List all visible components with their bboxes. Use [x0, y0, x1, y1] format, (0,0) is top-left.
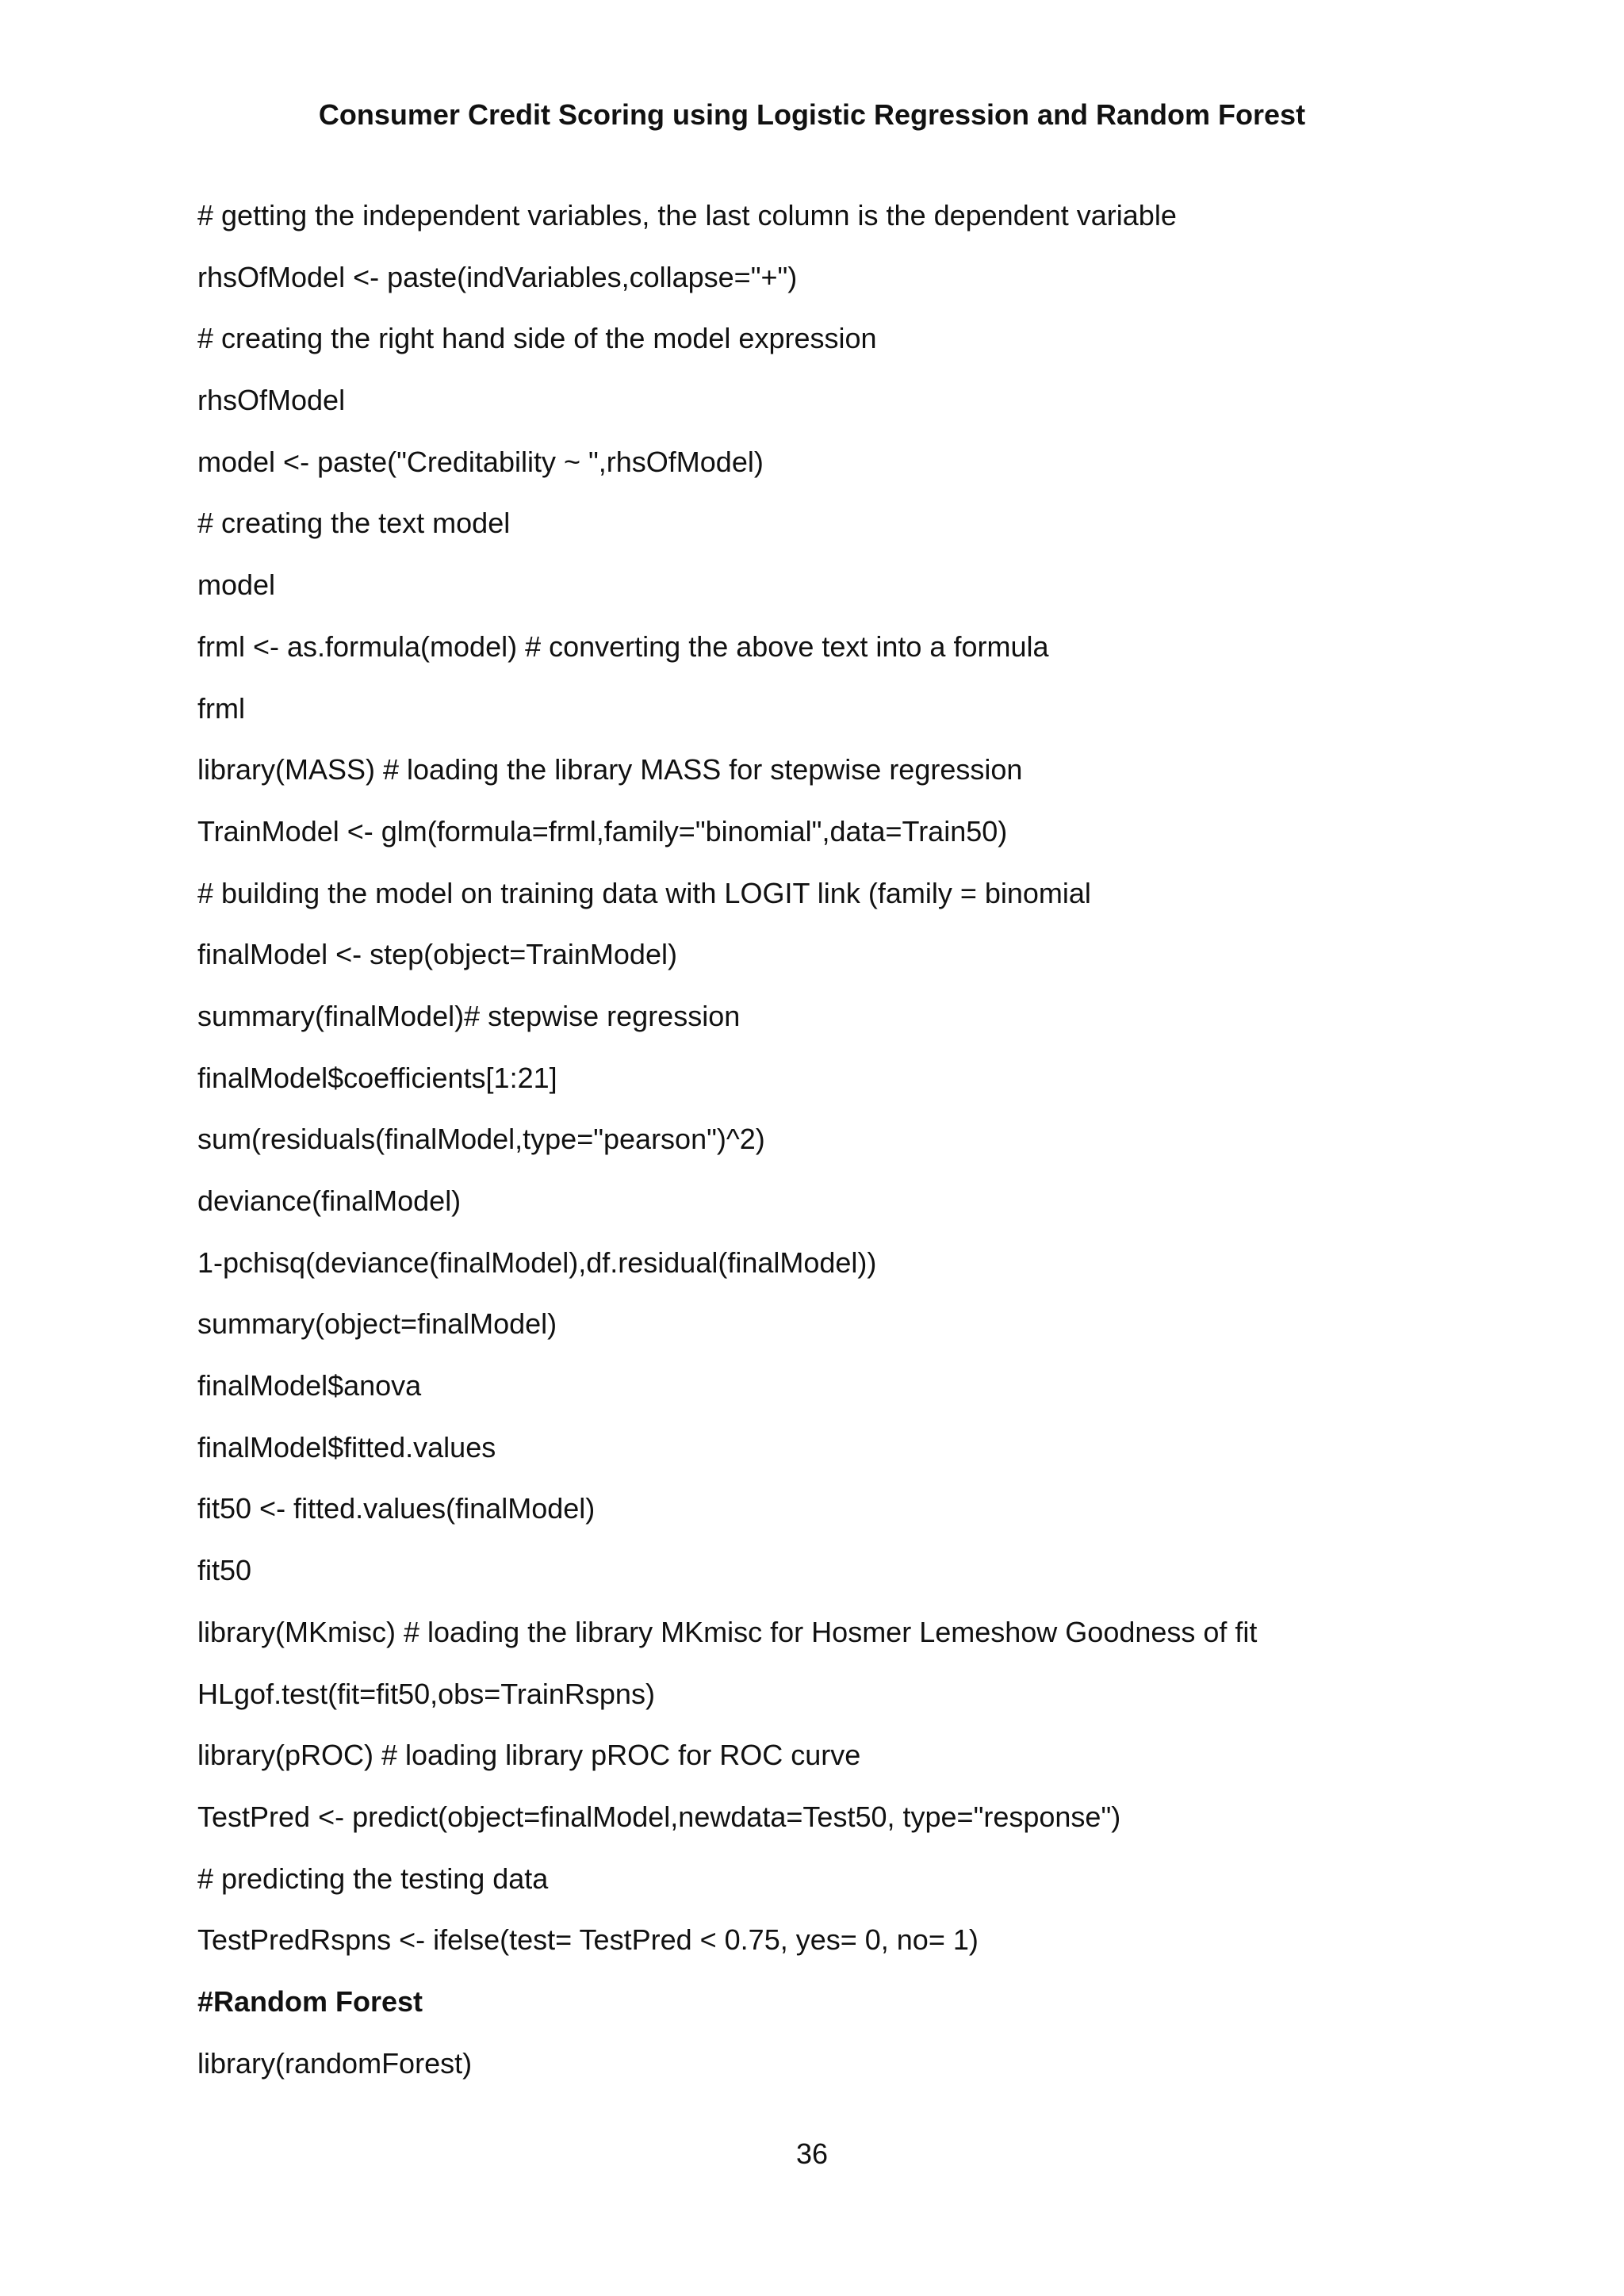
page-number: 36: [795, 2137, 829, 2170]
code-line: frml <- as.formula(model) # converting the above text into a formula: [197, 629, 1049, 663]
code-line: # creating the right hand side of the model expression: [197, 322, 877, 355]
code-line: rhsOfModel <- paste(indVariables,collapse="+"): [197, 260, 798, 293]
code-line: frml: [197, 691, 245, 725]
code-line: finalModel$coefficients[1:21]: [197, 1061, 557, 1094]
code-line: 1-pchisq(deviance(finalModel),df.residual(finalModel)): [197, 1246, 877, 1279]
code-line: model <- paste("Creditability ~ ",rhsOfModel): [197, 445, 764, 478]
code-line: deviance(finalModel): [197, 1184, 462, 1217]
code-line: sum(residuals(finalModel,type="pearson")^2): [197, 1123, 765, 1156]
code-line: finalModel$anova: [197, 1369, 422, 1402]
page-header: Consumer Credit Scoring using Logistic Regression and Random Forest: [318, 98, 1306, 131]
code-line: # building the model on training data with LOGIT link (family = binomial: [197, 876, 1091, 909]
code-line: library(pROC) # loading library pROC for ROC curve: [197, 1739, 861, 1772]
code-line: fit50 <- fitted.values(finalModel): [197, 1492, 596, 1525]
code-line: library(MASS) # loading the library MASS for stepwise regression: [197, 753, 1023, 786]
code-line: model: [197, 568, 276, 602]
code-line: library(MKmisc) # loading the library MKmisc for Hosmer Lemeshow Goodness of fit: [197, 1615, 1258, 1648]
code-line: rhsOfModel: [197, 384, 346, 417]
section-heading-random-forest: #Random Forest: [197, 1984, 423, 2018]
code-line: fit50: [197, 1554, 252, 1587]
code-line: TestPred <- predict(object=finalModel,newdata=Test50, type="response"): [197, 1800, 1121, 1833]
code-line: library(randomForest): [197, 2046, 473, 2080]
code-line: summary(finalModel)# stepwise regression: [197, 999, 741, 1032]
code-line: finalModel <- step(object=TrainModel): [197, 938, 677, 971]
code-line: # predicting the testing data: [197, 1862, 549, 1895]
code-line: # getting the independent variables, the last column is the dependent variable: [197, 199, 1177, 232]
code-listing: [197, 193, 1545, 2103]
code-line: # creating the text model: [197, 507, 511, 540]
code-line: finalModel$fitted.values: [197, 1430, 496, 1464]
code-line: TestPredRspns <- ifelse(test= TestPred < 0.75, yes= 0, no= 1): [197, 1923, 979, 1957]
code-line: TrainModel <- glm(formula=frml,family="binomial",data=Train50): [197, 814, 1008, 848]
code-line: HLgof.test(fit=fit50,obs=TrainRspns): [197, 1677, 655, 1710]
code-line: summary(object=finalModel): [197, 1307, 557, 1341]
